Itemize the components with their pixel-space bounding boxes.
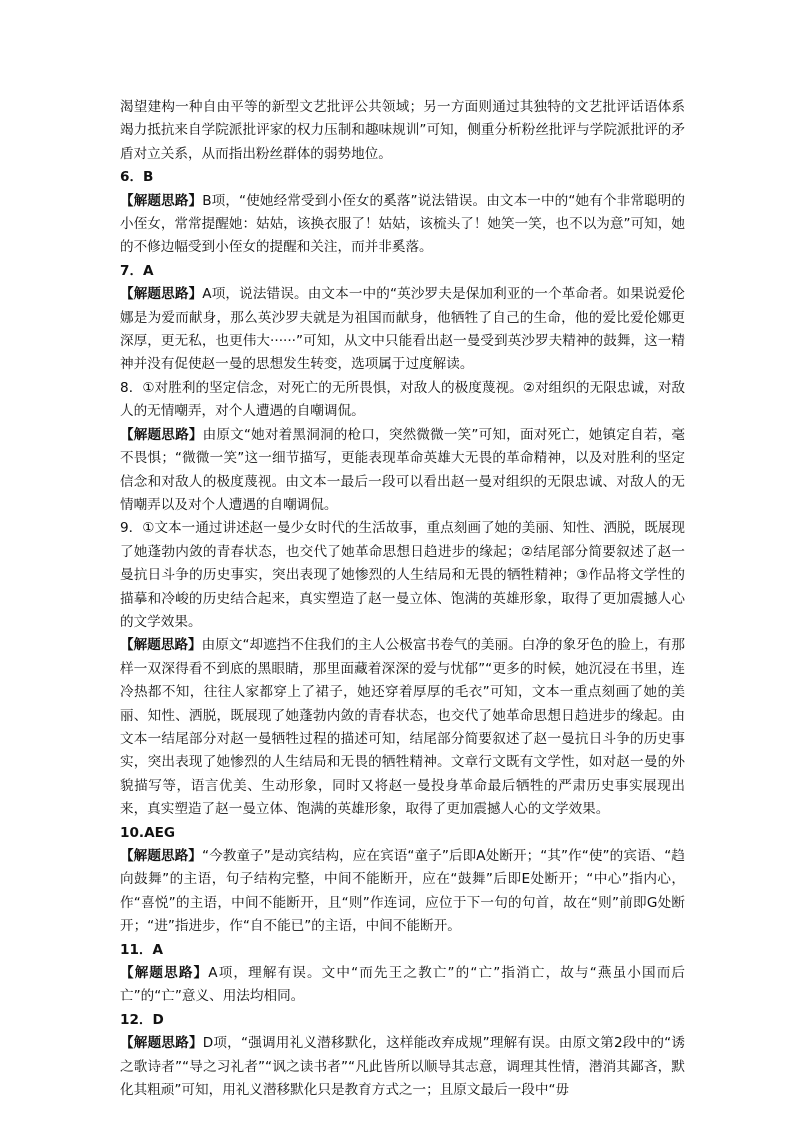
analysis-text: B项，“使她经常受到小侄女的奚落”说法错误。由文本一中的“她有个非常聪明的小侄女，常常提醒她：姑姑，该换衣服了！姑姑，该梳头了！她笑一笑，也不以为意”可知，她的不修边幅受到小侄女的提醒和关注，而并非奚落。: [120, 192, 686, 256]
analysis-label: 【解题思路】: [120, 965, 209, 982]
analysis-label: 【解题思路】: [120, 637, 202, 654]
analysis-label: 【解题思路】: [120, 1035, 203, 1052]
analysis-text: D项，“强调用礼义潜移默化，这样能改弃成规”理解有误。由原文第2段中的“诱之歌诗者”“导之习礼者”“讽之读书者”“凡此皆所以顺导其志意，调理其性情，潜消其鄙吝，默化其粗顽”可知，用礼义潜移默化只是教育方式之一；且原文最后一段中“毋: [120, 1035, 685, 1099]
analysis-text: A项，理解有误。文中“而先王之教亡”的“亡”指消亡，故与“燕虽小国而后亡”的“亡”意义、用法均相同。: [120, 965, 686, 1005]
analysis-paragraph: [120, 283, 685, 377]
answer-number: 12．D: [120, 1011, 164, 1028]
analysis-text: “今教童子”是动宾结构，应在宾语“童子”后即A处断开；“其”作“使”的宾语、“趋向鼓舞”的主语，句子结构完整，中间不能断开，应在“鼓舞”后即E处断开；“中心”指内心，作“喜悦”的主语，中间不能断开，且“则”作连词，应位于下一句的句首，故在“则”前即G处断开；“进”指进步，作“自不能已”的主语，中间不能断开。: [120, 848, 685, 935]
analysis-paragraph: [120, 634, 685, 821]
analysis-label: 【解题思路】: [120, 192, 203, 209]
analysis-text: 由原文“却遮挡不住我们的主人公极富书卷气的美丽。白净的象牙色的脸上，有那样一双深得看不到底的黑眼睛，那里面藏着深深的爱与忧郁”“更多的时候，她沉浸在书里，连冷热都不知，往往人家都穿上了裙子，她还穿着厚厚的毛衣”可知，文本一重点刻画了她的美丽、知性、洒脱，既展现了她蓬勃内敛的青春状态，也交代了她革命思想日趋进步的缘起。由文本一结尾部分对赵一曼牺牲过程的描述可知，结尾部分简要叙述了赵一曼抗日斗争的历史事实，突出表现了她惨烈的人生结局和无畏的牺牲精神。文章行文既有文学性，如对赵一曼的外貌描写等，语言优美、生动形象，同时又将赵一曼投身革命最后牺牲的严肃历史事实展现出来，真实塑造了赵一曼立体、饱满的英雄形象，取得了更加震撼人心的文学效果。: [120, 637, 685, 818]
answer-paragraph: 渴望建构一种自由平等的新型文艺批评公共领域；另一方面则通过其独特的文艺批评话语体系竭力抵抗来自学院派批评家的权力压制和趣味规训”可知，侧重分析粉丝批评与学院派批评的矛盾对立关系，从而指出粉丝群体的弱势地位。: [120, 99, 685, 162]
answer-number: 10.AEG: [120, 824, 176, 841]
analysis-paragraph: [120, 1032, 685, 1102]
answer-paragraph: 9．①文本一通过讲述赵一曼少女时代的生活故事，重点刻画了她的美丽、知性、洒脱，既展现了她蓬勃内敛的青春状态，也交代了她革命思想日趋进步的缘起；②结尾部分简要叙述了赵一曼抗日斗争的历史事实，突出表现了她惨烈的人生结局和无畏的牺牲精神；③作品将文学性的描摹和冷峻的历史结合起来，真实塑造了赵一曼立体、饱满的英雄形象，取得了更加震撼人心的文学效果。: [120, 520, 685, 630]
analysis-paragraph: [120, 845, 685, 939]
analysis-label: 【解题思路】: [120, 426, 203, 443]
analysis-text: 由原文“她对着黑洞洞的枪口，突然微微一笑”可知，面对死亡，她镇定自若，毫不畏惧；“微微一笑”这一细节描写，更能表现革命英雄大无畏的革命精神，以及对胜利的坚定信念和对敌人的极度蔑视。由文本一最后一段可以看出赵一曼对组织的无限忠诚、对敌人的无情嘲弄以及对个人遭遇的自嘲调侃。: [120, 426, 685, 513]
answer-number: 6．B: [120, 169, 154, 186]
answer-number: 11．A: [120, 941, 164, 958]
analysis-label: 【解题思路】: [120, 848, 202, 864]
analysis-paragraph: [120, 424, 685, 518]
answer-number: 7．A: [120, 262, 154, 279]
answer-paragraph: 8．①对胜利的坚定信念，对死亡的无所畏惧，对敌人的极度蔑视。②对组织的无限忠诚，对敌人的无情嘲弄，对个人遭遇的自嘲调侃。: [120, 379, 685, 420]
analysis-paragraph: [120, 962, 685, 1009]
analysis-paragraph: [120, 190, 685, 260]
analysis-label: 【解题思路】: [120, 286, 203, 303]
document-page: [120, 96, 685, 1102]
analysis-text: A项，说法错误。由文本一中的“英沙罗夫是保加利亚的一个革命者。如果说爱伦娜是为爱而献身，那么英沙罗夫就是为祖国而献身，他牺牲了自己的生命，他的爱比爱伦娜更深厚，更无私，也更伟大······”可知，从文中只能看出赵一曼受到英沙罗夫精神的鼓舞，这一精神并没有促使赵一曼的思想发生转变，选项属于过度解读。: [120, 286, 685, 373]
